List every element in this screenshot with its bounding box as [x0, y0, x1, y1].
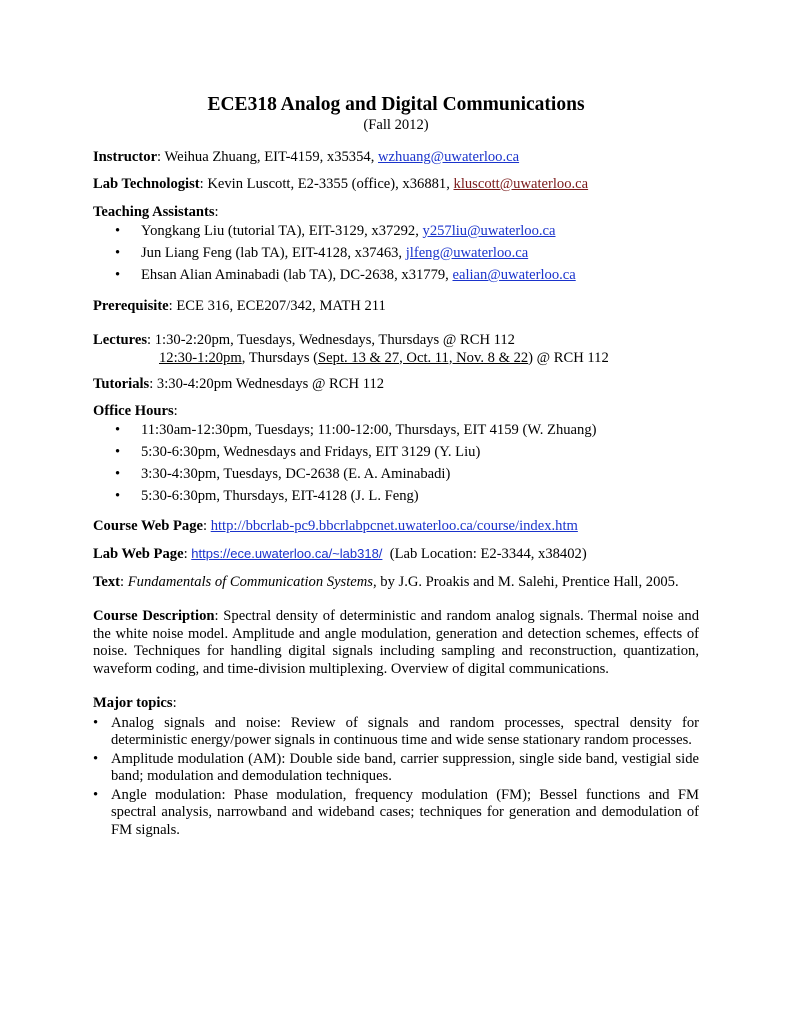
teaching-assistants-list: [93, 223, 699, 285]
teaching-assistants-label: Teaching Assistants: [93, 203, 215, 220]
office-hours-heading: [93, 403, 699, 421]
major-topics-list: [93, 715, 699, 840]
text-book-label: Text: [93, 573, 121, 590]
bullet-icon: •: [93, 714, 99, 731]
list-item: [93, 715, 699, 750]
list-item: [93, 422, 699, 440]
tutorials-line: [93, 376, 699, 394]
ta-email-link[interactable]: jlfeng@uwaterloo.ca: [405, 245, 529, 261]
lab-web-page-colon: :: [183, 546, 192, 562]
major-topics-label: Major topics: [93, 695, 173, 711]
lectures-label: Lectures: [93, 332, 148, 348]
bullet-icon: •: [93, 786, 99, 803]
topic-text: Amplitude modulation (AM): Double side band, carrier suppression, single side band, vestigial side band; modulation and demodulation techniques.: [111, 750, 699, 784]
bullet-icon: •: [93, 750, 99, 767]
prerequisite-text: : ECE 316, ECE207/342, MATH 211: [168, 297, 386, 314]
instructor-line: [93, 149, 699, 167]
list-item: [93, 787, 699, 840]
course-description-text: : Spectral density of deterministic and random analog signals. Thermal noise and the white noise model. Amplitude and angle modulation, generation and detection schemes, effects of noise. Techniques for handling digital signals including sampling and reconstruction, quantization, waveform coding, and time-division multiplexing. Overview of digital communications.: [93, 608, 699, 677]
lectures-second-line: [93, 350, 699, 368]
course-web-page-line: [93, 518, 699, 536]
text-book-rest: , by J.G. Proakis and M. Salehi, Prentice Hall, 2005.: [372, 573, 679, 590]
teaching-assistants-heading: [93, 204, 699, 222]
course-web-page-label: Course Web Page: [93, 517, 203, 534]
lab-location-text: (Lab Location: E2-3344, x38402): [382, 546, 587, 562]
lectures-text: : 1:30-2:20pm, Tuesdays, Wednesdays, Thursdays @ RCH 112: [147, 332, 515, 348]
lectures-second-dates: Sept. 13 & 27, Oct. 11, Nov. 8 & 22: [318, 349, 529, 366]
prerequisite-label: Prerequisite: [93, 297, 169, 314]
lab-technologist-text: : Kevin Luscott, E2-3355 (office), x36881,: [199, 176, 454, 192]
lab-web-page-line: [93, 545, 699, 564]
tutorials-text: : 3:30-4:20pm Wednesdays @ RCH 112: [149, 376, 385, 392]
topic-text: Analog signals and noise: Review of signals and random processes, spectral density for deterministic energy/power signals in continuous time and wide sense stationary random processes.: [111, 714, 699, 748]
office-hours-list: [93, 422, 699, 506]
list-item: [93, 223, 699, 241]
course-web-page-colon: :: [203, 517, 211, 534]
office-hours-text: 3:30-4:30pm, Tuesdays, DC-2638 (E. A. Aminabadi): [141, 466, 451, 482]
lab-technologist-line: [93, 176, 699, 194]
ta-email-link[interactable]: ealian@uwaterloo.ca: [452, 267, 576, 283]
list-item: [93, 444, 699, 462]
course-web-page-link[interactable]: http://bbcrlab-pc9.bbcrlabpcnet.uwaterloo.ca/course/index.htm: [210, 517, 578, 534]
lab-web-page-label: Lab Web Page: [93, 546, 184, 562]
instructor-email-link[interactable]: wzhuang@uwaterloo.ca: [378, 148, 520, 165]
ta-text: Ehsan Alian Aminabadi (lab TA), DC-2638, x31779,: [141, 267, 453, 283]
bullet-icon: •: [115, 444, 121, 460]
prerequisite-line: [93, 298, 699, 316]
lectures-line: [93, 332, 699, 350]
bullet-icon: •: [115, 267, 121, 283]
tutorials-label: Tutorials: [93, 376, 150, 392]
lab-technologist-label: Lab Technologist: [93, 176, 200, 192]
list-item: [93, 466, 699, 484]
lectures-second-end: ) @ RCH 112: [528, 349, 609, 366]
bullet-icon: •: [115, 466, 121, 482]
text-book-title: Fundamentals of Communication Systems: [127, 573, 373, 590]
lab-web-page-link[interactable]: https://ece.uwaterloo.ca/~lab318/: [191, 546, 383, 561]
bullet-icon: •: [115, 488, 121, 504]
lectures-second-mid: , Thursdays (: [241, 349, 319, 366]
lab-technologist-email-link[interactable]: kluscott@uwaterloo.ca: [453, 176, 589, 192]
list-item: [93, 488, 699, 506]
list-item: [93, 267, 699, 285]
instructor-label: Instructor: [93, 148, 158, 165]
office-hours-text: 5:30-6:30pm, Wednesdays and Fridays, EIT 3129 (Y. Liu): [141, 444, 481, 460]
term-subtitle: (Fall 2012): [363, 117, 429, 133]
teaching-assistants-colon: :: [214, 203, 219, 220]
bullet-icon: •: [115, 422, 121, 438]
lectures-second-time: 12:30-1:20pm: [159, 349, 242, 366]
ta-email-link[interactable]: y257liu@uwaterloo.ca: [422, 223, 556, 239]
course-description-paragraph: [93, 608, 699, 678]
office-hours-colon: :: [173, 402, 178, 419]
major-topics-heading: [93, 695, 699, 713]
list-item: [93, 751, 699, 786]
office-hours-label: Office Hours: [93, 402, 174, 419]
page-title: ECE318 Analog and Digital Communications: [207, 94, 585, 115]
document-page: [93, 93, 699, 840]
major-topics-colon: :: [172, 695, 177, 711]
bullet-icon: •: [115, 223, 121, 239]
text-book-colon: :: [120, 573, 128, 590]
ta-text: Jun Liang Feng (lab TA), EIT-4128, x37463,: [141, 245, 406, 261]
topic-text: Angle modulation: Phase modulation, frequency modulation (FM); Bessel functions and FM spectral analysis, narrowband and wideband cases; techniques for generation and demodulation of FM signals.: [111, 786, 699, 838]
office-hours-text: 5:30-6:30pm, Thursdays, EIT-4128 (J. L. Feng): [141, 488, 419, 504]
ta-text: Yongkang Liu (tutorial TA), EIT-3129, x37292,: [141, 223, 423, 239]
list-item: [93, 245, 699, 263]
text-book-line: [93, 574, 699, 592]
office-hours-text: 11:30am-12:30pm, Tuesdays; 11:00-12:00, Thursdays, EIT 4159 (W. Zhuang): [141, 422, 597, 438]
bullet-icon: •: [115, 245, 121, 261]
instructor-text: : Weihua Zhuang, EIT-4159, x35354,: [157, 148, 378, 165]
course-description-label: Course Description: [93, 608, 215, 624]
